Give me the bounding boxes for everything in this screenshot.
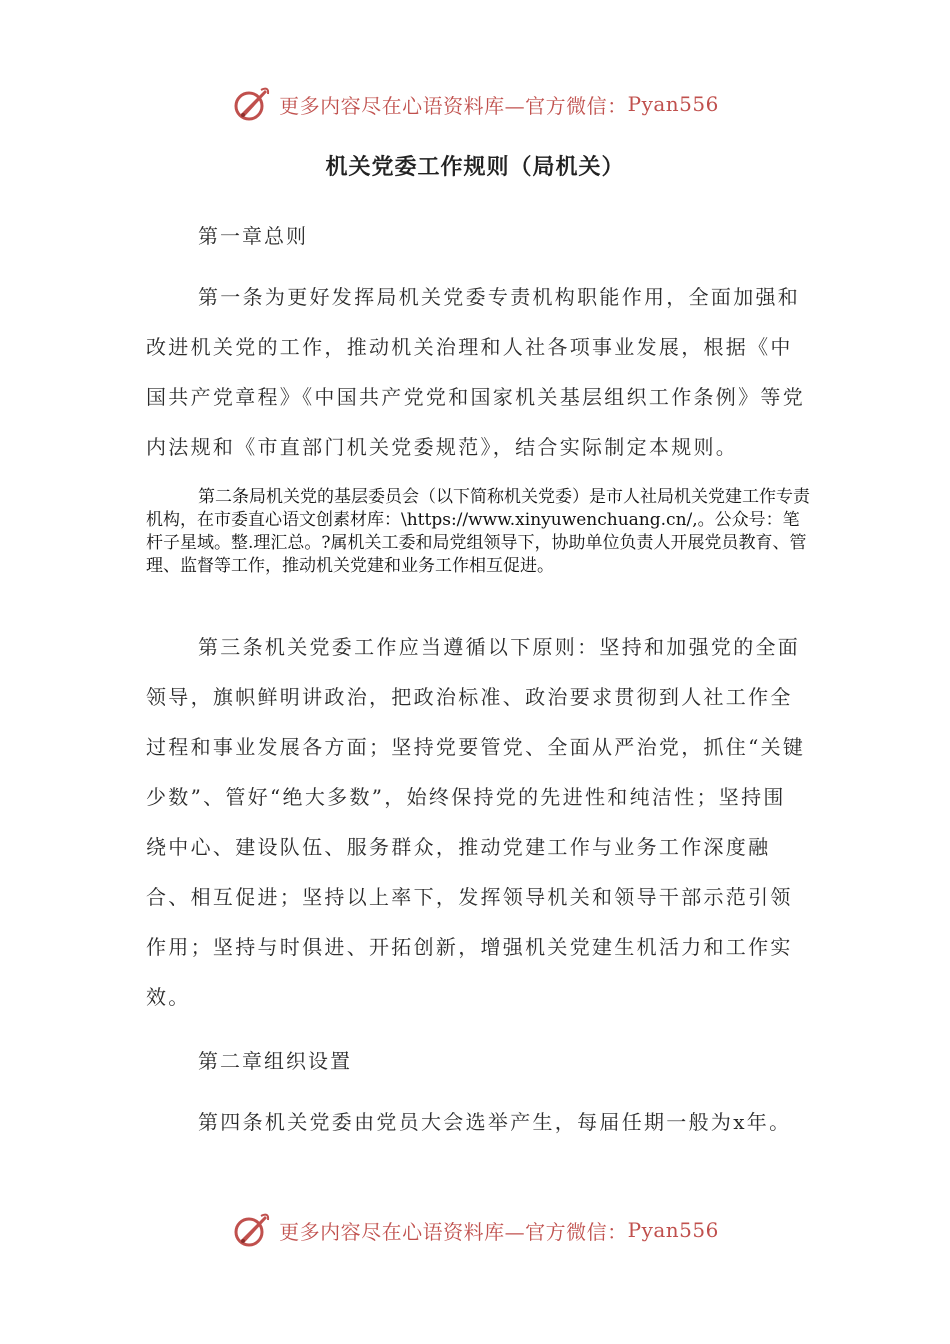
article-4: [146, 1097, 806, 1147]
banner-brand: Pyan556: [627, 1218, 719, 1242]
article-2: [146, 486, 816, 578]
banner-brand: Pyan556: [627, 92, 719, 116]
article-3-text: 第三条机关党委工作应当遵循以下原则：坚持和加强党的全面领导，旗帜鲜明讲政治，把政治标准、政治要求贯彻到人社工作全过程和事业发展各方面；坚持党要管党、全面从严治党，抓住“关键少数”、管好“绝大多数”，始终保持党的先进性和纯洁性；坚持围绕中心、建设队伍、服务群众，推动党建工作与业务工作深度融合、相互促进；坚持以上率下，发挥领导机关和领导干部示范引领作用；坚持与时俱进、开拓创新，增强机关党建生机活力和工作实效。: [146, 635, 806, 1009]
footer-banner: [0, 1206, 950, 1254]
article-1-text: 第一条为更好发挥局机关党委专责机构职能作用，全面加强和改进机关党的工作，推动机关治理和人社各项事业发展，根据《中国共产党章程》《中国共产党党和国家机关基层组织工作条例》等党内法规和《市直部门机关党委规范》，结合实际制定本规则。: [146, 285, 805, 459]
document-title: 机关党委工作规则（局机关）: [325, 154, 625, 180]
quill-pen-logo-icon: [231, 1210, 271, 1250]
banner-text: 更多内容尽在心语资料库—官方微信：: [279, 93, 628, 118]
header-banner: [0, 80, 950, 128]
banner-text: 更多内容尽在心语资料库—官方微信：: [279, 1219, 628, 1244]
chapter-heading-1: 第一章总则: [198, 224, 308, 248]
chapter-heading-2: 第二章组织设置: [198, 1049, 352, 1073]
article-3: [146, 622, 806, 1022]
quill-pen-logo-icon: [231, 84, 271, 124]
article-1: [146, 272, 806, 472]
article-4-text: 第四条机关党委由党员大会选举产生，每届任期一般为x年。: [198, 1110, 792, 1134]
article-2-text: 第二条局机关党的基层委员会（以下简称机关党委）是市人社局机关党建工作专责机构，在市委直心语文创素材库：\https://www.xinyuwenchuang.cn/,。公众号：笔杆子星域。整.理汇总。?属机关工委和局党组领导下，协助单位负责人开展党员教育、管理、监督等工作，推动机关党建和业务工作相互促进。: [146, 487, 810, 576]
